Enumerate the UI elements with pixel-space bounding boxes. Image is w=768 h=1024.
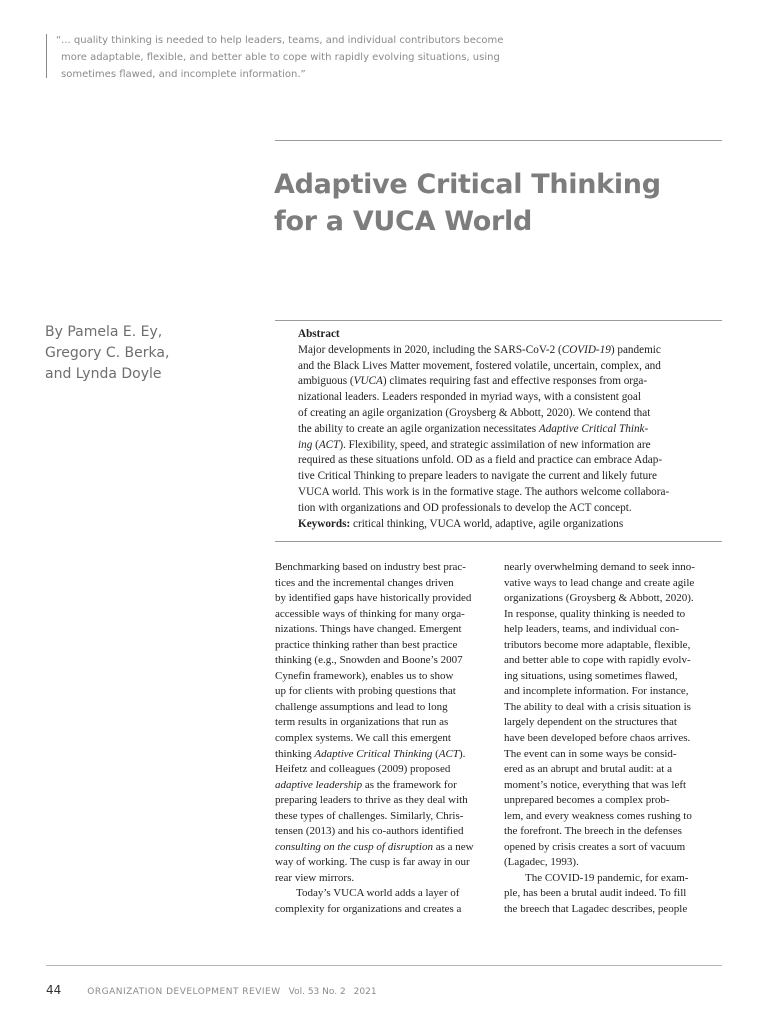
article-title-line: for a VUCA World	[274, 206, 533, 237]
body-line: ered as an abrupt and brutal audit: at a	[504, 763, 672, 776]
pull-quote-line: “... quality thinking is needed to help leaders, teams, and individual contributors become	[56, 35, 504, 46]
abstract-line: tive Critical Thinking to prepare leaders to navigate the current and likely future	[298, 470, 657, 483]
abstract-line: tion with organizations and OD professionals to develop the ACT concept.	[298, 501, 632, 514]
body-line: adaptive leadership as the framework for	[275, 778, 457, 791]
body-line: opened by crisis creates a sort of vacuum	[504, 840, 686, 853]
body-line: rear view mirrors.	[275, 871, 355, 884]
body-line: The COVID-19 pandemic, for exam-	[525, 871, 689, 884]
body-line: lem, and every weakness comes rushing to	[504, 809, 692, 822]
abstract-line: VUCA world. This work is in the formative stage. The authors welcome collabora-	[298, 485, 670, 498]
body-line: moment’s notice, everything that was left	[504, 778, 687, 791]
body-line: nizations. Things have changed. Emergent	[275, 623, 462, 636]
body-line: complexity for organizations and creates a	[275, 903, 462, 916]
body-line: tices and the incremental changes driven	[275, 576, 454, 589]
body-line: have been developed before chaos arrives.	[504, 732, 691, 745]
abstract-line: required as these situations unfold. OD as a field and practice can embrace Adap-	[298, 454, 663, 467]
pull-quote-line: more adaptable, flexible, and better able to cope with rapidly evolving situations, using	[61, 52, 500, 63]
body-line: largely dependent on the structures that	[504, 716, 677, 729]
body-line: Cynefin framework), enables us to show	[275, 669, 454, 682]
body-line: help leaders, teams, and individual con-	[504, 623, 680, 636]
abstract-line: nizational leaders. Leaders responded in myriad ways, with a consistent goal	[298, 391, 641, 404]
body-line: complex systems. We call this emergent	[275, 732, 451, 745]
italic-term: COVID-19	[561, 343, 611, 356]
body-line: challenge assumptions and lead to long	[275, 700, 448, 713]
abstract-bottom-divider	[275, 541, 722, 542]
abstract-heading: Abstract	[298, 328, 340, 340]
body-line: Benchmarking based on industry best prac-	[275, 561, 466, 573]
body-line: (Lagadec, 1993).	[504, 856, 579, 869]
body-line: up for clients with probing questions that	[275, 685, 456, 698]
body-line: tributors become more adaptable, flexible,	[504, 638, 691, 651]
body-line: The ability to deal with a crisis situation is	[504, 700, 691, 713]
italic-term: VUCA	[353, 375, 383, 388]
body-line: organizations (Groysberg & Abbott, 2020).	[504, 592, 694, 605]
abstract-text	[298, 343, 718, 517]
italic-term: adaptive leadership	[275, 778, 363, 791]
pull-quote-bar	[46, 34, 47, 78]
abstract-line: Major developments in 2020, including the SARS-CoV-2 (COVID-19) pandemic	[298, 343, 661, 356]
body-line: consulting on the cusp of disruption as a new	[275, 840, 474, 853]
article-title	[274, 166, 724, 240]
body-line: nearly overwhelming demand to seek inno-	[504, 561, 695, 573]
pull-quote-line: sometimes flawed, and incomplete information.”	[61, 69, 306, 80]
abstract-line: ing (ACT). Flexibility, speed, and strategic assimilation of new information are	[298, 438, 651, 451]
body-line: term results in organizations that run as	[275, 716, 449, 729]
keywords-label: Keywords:	[298, 517, 351, 530]
title-divider	[275, 140, 722, 141]
abstract-top-divider	[275, 320, 722, 321]
body-line: vative ways to lead change and create agile	[504, 576, 695, 589]
italic-term: Adaptive Critical Think-	[538, 422, 649, 435]
body-line: ing situations, using sometimes flawed,	[504, 669, 678, 682]
author-line: and Lynda Doyle	[45, 366, 162, 382]
body-line: In response, quality thinking is needed to	[504, 607, 686, 620]
body-line: and better able to cope with rapidly evolv-	[504, 654, 691, 667]
body-line: Heifetz and colleagues (2009) proposed	[275, 763, 451, 776]
abstract-line: ambiguous (VUCA) climates requiring fast and effective responses from orga-	[298, 375, 648, 388]
keywords-line	[298, 517, 718, 533]
body-line: unprepared becomes a complex prob-	[504, 794, 670, 807]
italic-term: consulting on the cusp of disruption	[275, 840, 433, 853]
footer-divider	[46, 965, 722, 966]
keywords-text: critical thinking, VUCA world, adaptive, agile organizations	[350, 517, 624, 530]
italic-term: Adaptive Critical Thinking	[314, 747, 433, 760]
body-line: The event can in some ways be consid-	[504, 747, 677, 760]
body-line: these types of challenges. Similarly, Chris-	[275, 809, 464, 822]
abstract-block	[298, 327, 718, 532]
body-line: the breech that Lagadec describes, people	[504, 903, 688, 916]
body-line: thinking (e.g., Snowden and Boone’s 2007	[275, 654, 463, 667]
body-line: way of working. The cusp is far away in our	[275, 856, 470, 869]
publication-year: 2021	[353, 987, 377, 997]
volume-issue: Vol. 53 No. 2	[288, 987, 346, 997]
author-line: By Pamela E. Ey,	[45, 324, 163, 340]
page-footer	[46, 979, 722, 998]
page-number: 44	[46, 983, 62, 997]
body-line: Today’s VUCA world adds a layer of	[296, 887, 460, 900]
body-line: preparing leaders to thrive as they deal with	[275, 794, 468, 807]
abstract-line: the ability to create an agile organization necessitates Adaptive Critical Think-	[298, 422, 649, 435]
body-line: by identified gaps have historically provided	[275, 592, 472, 605]
article-title-line: Adaptive Critical Thinking	[274, 169, 661, 200]
body-line: thinking Adaptive Critical Thinking (ACT).	[275, 747, 466, 760]
body-line: practice thinking rather than best practice	[275, 638, 458, 651]
italic-term: ing	[298, 438, 313, 451]
author-byline	[45, 322, 245, 385]
italic-term: ACT	[318, 438, 340, 451]
body-line: and incomplete information. For instance,	[504, 685, 689, 698]
pull-quote	[56, 32, 504, 83]
abstract-line: and the Black Lives Matter movement, fostered volatile, uncertain, complex, and	[298, 359, 661, 372]
abstract-line: of creating an agile organization (Groysberg & Abbott, 2020). We contend that	[298, 406, 651, 419]
author-line: Gregory C. Berka,	[45, 345, 170, 361]
body-line: ple, has been a brutal audit indeed. To fill	[504, 887, 687, 900]
body-column-right	[504, 560, 726, 918]
journal-name: ORGANIZATION DEVELOPMENT REVIEW	[87, 987, 281, 997]
body-column-left	[275, 560, 497, 918]
body-line: the forefront. The breech in the defenses	[504, 825, 682, 838]
italic-term: ACT	[438, 747, 459, 760]
body-line: accessible ways of thinking for many orga-	[275, 607, 465, 620]
body-line: tensen (2013) and his co-authors identified	[275, 825, 464, 838]
